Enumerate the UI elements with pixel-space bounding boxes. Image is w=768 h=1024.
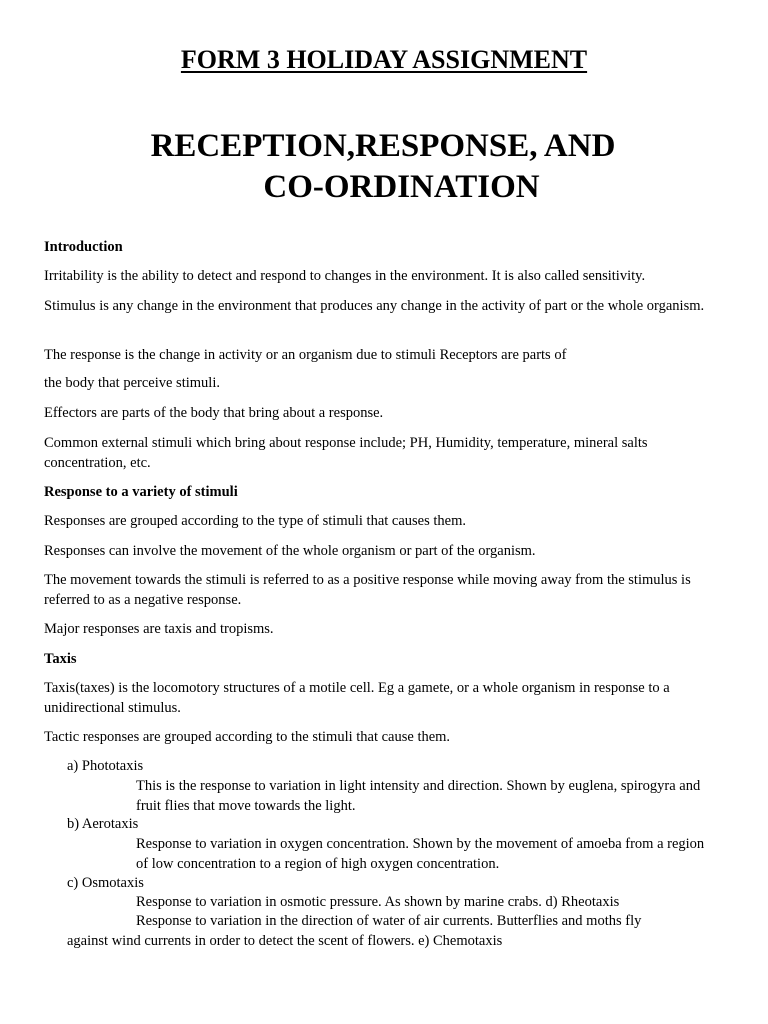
paragraph: The response is the change in activity or an organism due to stimuli Receptors are parts of (44, 347, 567, 363)
paragraph: Responses are grouped according to the type of stimuli that causes them. (44, 513, 467, 529)
section-heading-introduction: Introduction (44, 239, 123, 255)
list-item-label: a) Phototaxis (67, 758, 144, 774)
paragraph: Stimulus is any change in the environment that produces any change in the activity of part or the whole organism. (44, 298, 705, 314)
paragraph: Effectors are parts of the body that bring about a response. (44, 405, 384, 421)
list-item-description: Response to variation in oxygen concentration. Shown by the movement of amoeba from a region of low concentration to a region of high oxygen concentration. (136, 836, 705, 872)
paragraph: Responses can involve the movement of the whole organism or part of the organism. (44, 543, 536, 559)
document-title-line2: CO-ORDINATION (263, 169, 540, 205)
document-title (0, 126, 768, 208)
paragraph: Taxis(taxes) is the locomotory structures of a motile cell. Eg a gamete, or a whole organism in response to a unidirectional stimulus. (44, 680, 670, 716)
list-item-description: This is the response to variation in light intensity and direction. Shown by euglena, spirogyra and fruit flies that move towards the light. (136, 778, 701, 814)
section-heading-taxis: Taxis (44, 651, 77, 667)
paragraph: Tactic responses are grouped according to the stimuli that cause them. (44, 729, 451, 745)
paragraph: The movement towards the stimuli is referred to as a positive response while moving away from the stimulus is referred to as a negative response. (44, 572, 691, 608)
document-title-line1: RECEPTION,RESPONSE, AND (150, 128, 616, 164)
paragraph: Major responses are taxis and tropisms. (44, 621, 274, 637)
list-item-label: b) Aerotaxis (67, 816, 139, 832)
paragraph: Response to variation in the direction of water of air currents. Butterflies and moths fly (136, 913, 642, 929)
form-title: FORM 3 HOLIDAY ASSIGNMENT (180, 45, 588, 74)
list-item-label: c) Osmotaxis (67, 875, 144, 891)
paragraph: Common external stimuli which bring about response include; PH, Humidity, temperature, mineral salts concentration, etc. (44, 435, 648, 471)
section-heading-response: Response to a variety of stimuli (44, 484, 238, 500)
paragraph: against wind currents in order to detect the scent of flowers. e) Chemotaxis (67, 933, 503, 949)
list-item-description: Response to variation in osmotic pressure. As shown by marine crabs. d) Rheotaxis (136, 894, 620, 910)
paragraph: the body that perceive stimuli. (44, 375, 220, 391)
paragraph: Irritability is the ability to detect and respond to changes in the environment. It is also called sensitivity. (44, 268, 646, 284)
